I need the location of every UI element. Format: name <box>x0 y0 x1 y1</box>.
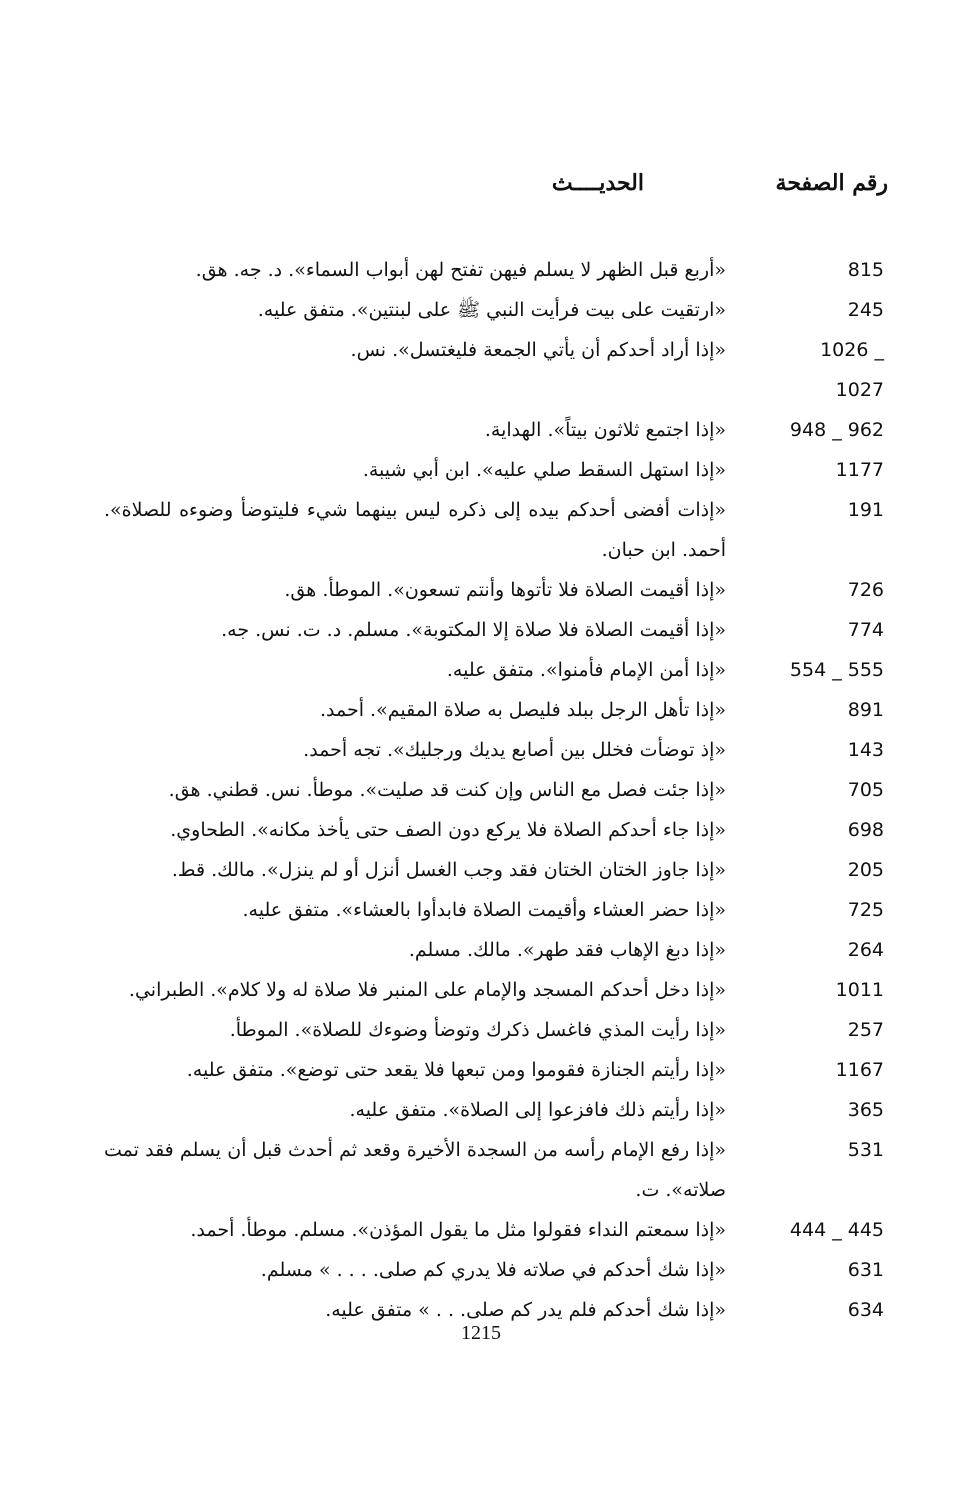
page-footer-number: 1215 <box>461 1322 501 1344</box>
entry-page-number: 1026 _ 1027 <box>820 339 884 401</box>
entry-page-number: 726 <box>847 579 884 601</box>
hadith-column-title: الحديــــث <box>551 170 644 196</box>
entry-page-number: 444 _ 445 <box>789 1219 884 1241</box>
entry-page-number: 725 <box>847 899 884 921</box>
entry-page-number: 264 <box>847 939 884 961</box>
entry-page-number: 1167 <box>835 1059 884 1081</box>
index-entry <box>0 850 962 890</box>
entry-hadith-text: «إذا دبغ الإهاب فقد طهر». مالك. مسلم. <box>408 939 726 961</box>
entry-hadith-text: «إذا أمن الإمام فأمنوا». متفق عليه. <box>446 659 726 681</box>
entry-page-number: 245 <box>847 299 884 321</box>
entry-hadith-text: «إذا سمعتم النداء فقولوا مثل ما يقول المؤذن». مسلم. موطأ. أحمد. <box>190 1219 726 1241</box>
entry-hadith-text: «إذا شك أحدكم في صلاته فلا يدري كم صلى. . . . » مسلم. <box>260 1259 726 1281</box>
index-entry <box>0 890 962 930</box>
index-entry <box>0 610 962 650</box>
index-entry <box>0 490 962 570</box>
entry-hadith-text: «إذا أقيمت الصلاة فلا تأتوها وأنتم تسعون». الموطأ. هق. <box>284 579 726 601</box>
entry-hadith-text: «إذا تأهل الرجل ببلد فليصل به صلاة المقيم». أحمد. <box>319 699 726 721</box>
entry-hadith-text: «إذا شك أحدكم فلم يدر كم صلى. . . » متفق عليه. <box>325 1299 726 1321</box>
index-entry <box>0 1010 962 1050</box>
entry-hadith-text: «أربع قبل الظهر لا يسلم فيهن تفتح لهن أبواب السماء». د. جه. هق. <box>195 259 726 281</box>
index-entry <box>0 1210 962 1250</box>
entry-page-number: 531 <box>847 1139 884 1161</box>
entry-hadith-text: «إذات أفضى أحدكم بيده إلى ذكره ليس بينهما شيء فليتوضأ وضوءه للصلاة». أحمد. ابن حبان. <box>104 499 726 561</box>
entry-page-number: 774 <box>847 619 884 641</box>
hadith-index-list <box>0 250 962 1330</box>
entry-page-number: 631 <box>847 1259 884 1281</box>
entry-hadith-text: «إذا اجتمع ثلاثون بيتاً». الهداية. <box>484 419 726 441</box>
entry-page-number: 815 <box>847 259 884 281</box>
entry-page-number: 365 <box>847 1099 884 1121</box>
index-entry <box>0 1250 962 1290</box>
entry-hadith-text: «ارتقيت على بيت فرأيت النبي ﷺ على لبنتين». متفق عليه. <box>257 299 726 321</box>
entry-hadith-text: «إذا جئت فصل مع الناس وإن كنت قد صليت». موطأ. نس. قطني. هق. <box>168 779 726 801</box>
index-entry <box>0 570 962 610</box>
entry-page-number: 698 <box>847 819 884 841</box>
index-entry <box>0 1050 962 1090</box>
column-header <box>0 170 962 210</box>
entry-hadith-text: «إذا أراد أحدكم أن يأتي الجمعة فليغتسل». نس. <box>350 339 726 361</box>
index-entry <box>0 290 962 330</box>
entry-hadith-text: «إذا أقيمت الصلاة فلا صلاة إلا المكتوبة». مسلم. د. ت. نس. جه. <box>221 619 726 641</box>
entry-page-number: 1011 <box>835 979 884 1001</box>
entry-hadith-text: «إذا استهل السقط صلي عليه». ابن أبي شيبة. <box>362 459 726 481</box>
index-entry <box>0 810 962 850</box>
index-entry <box>0 250 962 290</box>
entry-page-number: 1177 <box>835 459 884 481</box>
index-entry <box>0 970 962 1010</box>
entry-page-number: 891 <box>847 699 884 721</box>
index-entry <box>0 930 962 970</box>
index-entry <box>0 770 962 810</box>
entry-hadith-text: «إذا رأيتم الجنازة فقوموا ومن تبعها فلا يقعد حتى توضع». متفق عليه. <box>186 1059 726 1081</box>
page-number-column-title: رقم الصفحة <box>775 170 888 196</box>
index-entry <box>0 650 962 690</box>
index-entry <box>0 330 962 410</box>
entry-hadith-text: «إذا رأيت المذي فاغسل ذكرك وتوضأ وضوءك للصلاة». الموطأ. <box>229 1019 726 1041</box>
entry-hadith-text: «إذا حضر العشاء وأقيمت الصلاة فابدأوا بالعشاء». متفق عليه. <box>242 899 726 921</box>
entry-hadith-text: «إذا رفع الإمام رأسه من السجدة الأخيرة وقعد ثم أحدث قبل أن يسلم فقد تمت صلاته». ت. <box>104 1139 726 1201</box>
entry-hadith-text: «إذا جاء أحدكم الصلاة فلا يركع دون الصف حتى يأخذ مكانه». الطحاوي. <box>170 819 726 841</box>
entry-hadith-text: «إذا دخل أحدكم المسجد والإمام على المنبر فلا صلاة له ولا كلام». الطبراني. <box>128 979 726 1001</box>
entry-page-number: 948 _ 962 <box>789 419 884 441</box>
index-entry <box>0 690 962 730</box>
entry-page-number: 634 <box>847 1299 884 1321</box>
entry-page-number: 257 <box>847 1019 884 1041</box>
index-entry <box>0 730 962 770</box>
index-entry <box>0 410 962 450</box>
entry-page-number: 143 <box>847 739 884 761</box>
entry-page-number: 205 <box>847 859 884 881</box>
index-entry <box>0 450 962 490</box>
entry-page-number: 554 _ 555 <box>789 659 884 681</box>
entry-hadith-text: «إذا رأيتم ذلك فافزعوا إلى الصلاة». متفق عليه. <box>349 1099 726 1121</box>
index-entry <box>0 1130 962 1210</box>
entry-hadith-text: «إذ توضأت فخلل بين أصابع يديك ورجليك». تجه أحمد. <box>303 739 726 761</box>
entry-page-number: 705 <box>847 779 884 801</box>
entry-hadith-text: «إذا جاوز الختان الختان فقد وجب الغسل أنزل أو لم ينزل». مالك. قط. <box>171 859 726 881</box>
entry-page-number: 191 <box>847 499 884 521</box>
index-entry <box>0 1090 962 1130</box>
